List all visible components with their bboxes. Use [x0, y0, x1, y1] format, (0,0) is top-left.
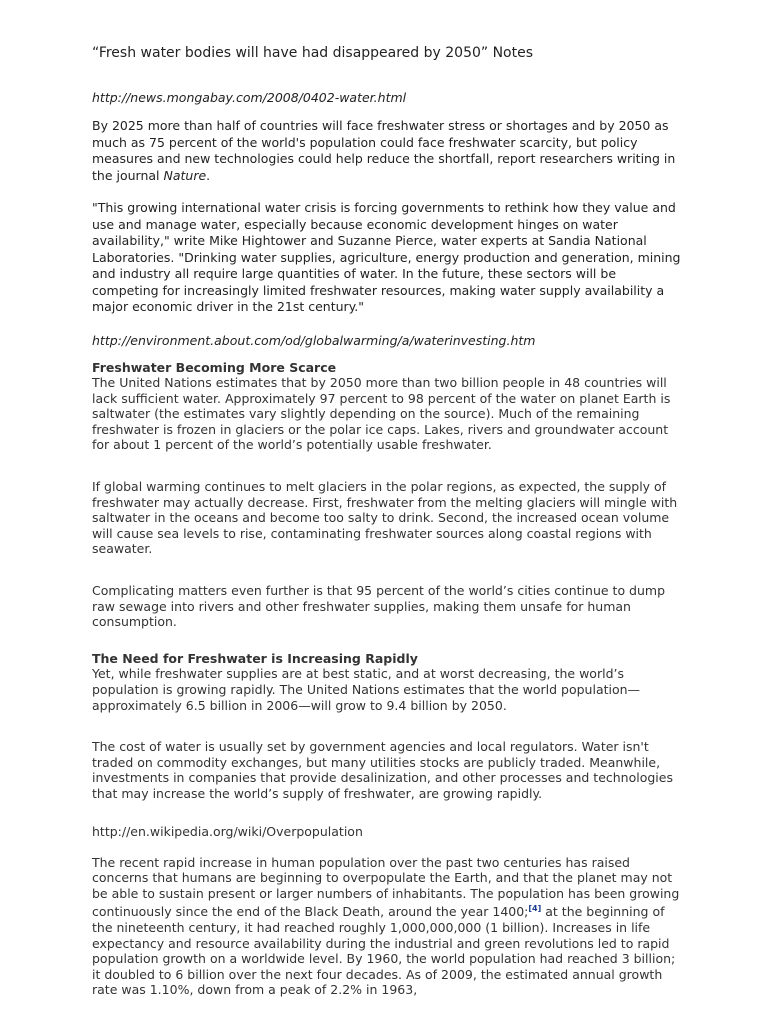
document-page [92, 44, 682, 1024]
section-heading-scarce: Freshwater Becoming More Scarce [92, 359, 337, 375]
paragraph-text: . [206, 167, 211, 183]
source-link-wikipedia[interactable]: http://en.wikipedia.org/wiki/Overpopulation [92, 823, 363, 839]
paragraph-water-crisis-quote: "This growing international water crisis is forcing governments to rethink how they value and use and manage water, especially because economic development hinges on water availability," write Mike Hightower and Suzanne Pierce, water experts at Sandia National Laboratories. "Drinking water supplies, agriculture, energy production and generation, mining and industry all require large quantities of water. In the future, these sectors will be competing for increasingly limited freshwater resources, making water supply availability a major economic driver in the 21st century." [92, 200, 681, 314]
paragraph-population-growth: Yet, while freshwater supplies are at best static, and at worst decreasing, the world’s population is growing rapidly. The United Nations estimates that the world population—approximately 6.5 billion in 2006—will grow to 9.4 billion by 2050. [92, 666, 641, 713]
paragraph-text: The recent rapid increase in human population over the past two centuries has raised concerns that humans are beginning to overpopulate the Earth, and that the planet may not be able to sustain present or larger numbers of inhabitants. The population has been growing continuously since the end of the Black Death, around the year 1400; [92, 854, 680, 920]
paragraph-global-warming: If global warming continues to melt glaciers in the polar regions, as expected, the supply of freshwater may actually decrease. First, freshwater from the melting glaciers will mingle with saltwater in the oceans and become too salty to drink. Second, the increased ocean volume will cause sea levels to rise, contaminating freshwater sources along coastal regions with seawater. [92, 479, 678, 557]
paragraph-text: at the beginning of the nineteenth century, it had reached roughly 1,000,000,000 (1 billion). Increases in life expectancy and resource availability during the industrial and green revolutions led to rapid population growth on a worldwide level. By 1960, the world population had reached 3 billion; it doubled to 6 billion over the next four decades. As of 2009, the estimated annual growth rate was 1.10%, down from a peak of 2.2% in 1963, [92, 904, 676, 998]
citation-link[interactable]: [4] [528, 904, 542, 914]
paragraph-overpopulation [92, 855, 682, 999]
source-link-about[interactable]: http://environment.about.com/od/globalwarming/a/waterinvesting.htm [92, 332, 536, 348]
paragraph-freshwater-stress [92, 118, 682, 184]
journal-name: Nature [163, 167, 207, 183]
paragraph-cost-of-water: The cost of water is usually set by government agencies and local regulators. Water isn't traded on commodity exchanges, but many utilities stocks are publicly traded. Meanwhile, investments in companies that provide desalinization, and other processes and technologies that may increase the world’s supply of freshwater, are growing rapidly. [92, 739, 673, 801]
paragraph-un-estimates: The United Nations estimates that by 2050 more than two billion people in 48 countries will lack sufficient water. Approximately 97 percent to 98 percent of the water on planet Earth is saltwater (the estimates vary slightly depending on the source). Much of the remaining freshwater is frozen in glaciers or the polar ice caps. Lakes, rivers and groundwater account for about 1 percent of the world’s potentially usable freshwater. [92, 375, 671, 453]
paragraph-raw-sewage: Complicating matters even further is that 95 percent of the world’s cities continue to dump raw sewage into rivers and other freshwater supplies, making them unsafe for human consumption. [92, 583, 666, 630]
paragraph-text: By 2025 more than half of countries will face freshwater stress or shortages and by 2050 as much as 75 percent of the world's population could face freshwater scarcity, but policy measures and new technologies could help reduce the shortfall, report researchers writing in the journal [92, 118, 676, 183]
source-link-mongabay[interactable]: http://news.mongabay.com/2008/0402-water.html [92, 90, 407, 105]
section-heading-need: The Need for Freshwater is Increasing Rapidly [92, 650, 418, 666]
document-title: “Fresh water bodies will have had disappeared by 2050” Notes [92, 45, 534, 61]
